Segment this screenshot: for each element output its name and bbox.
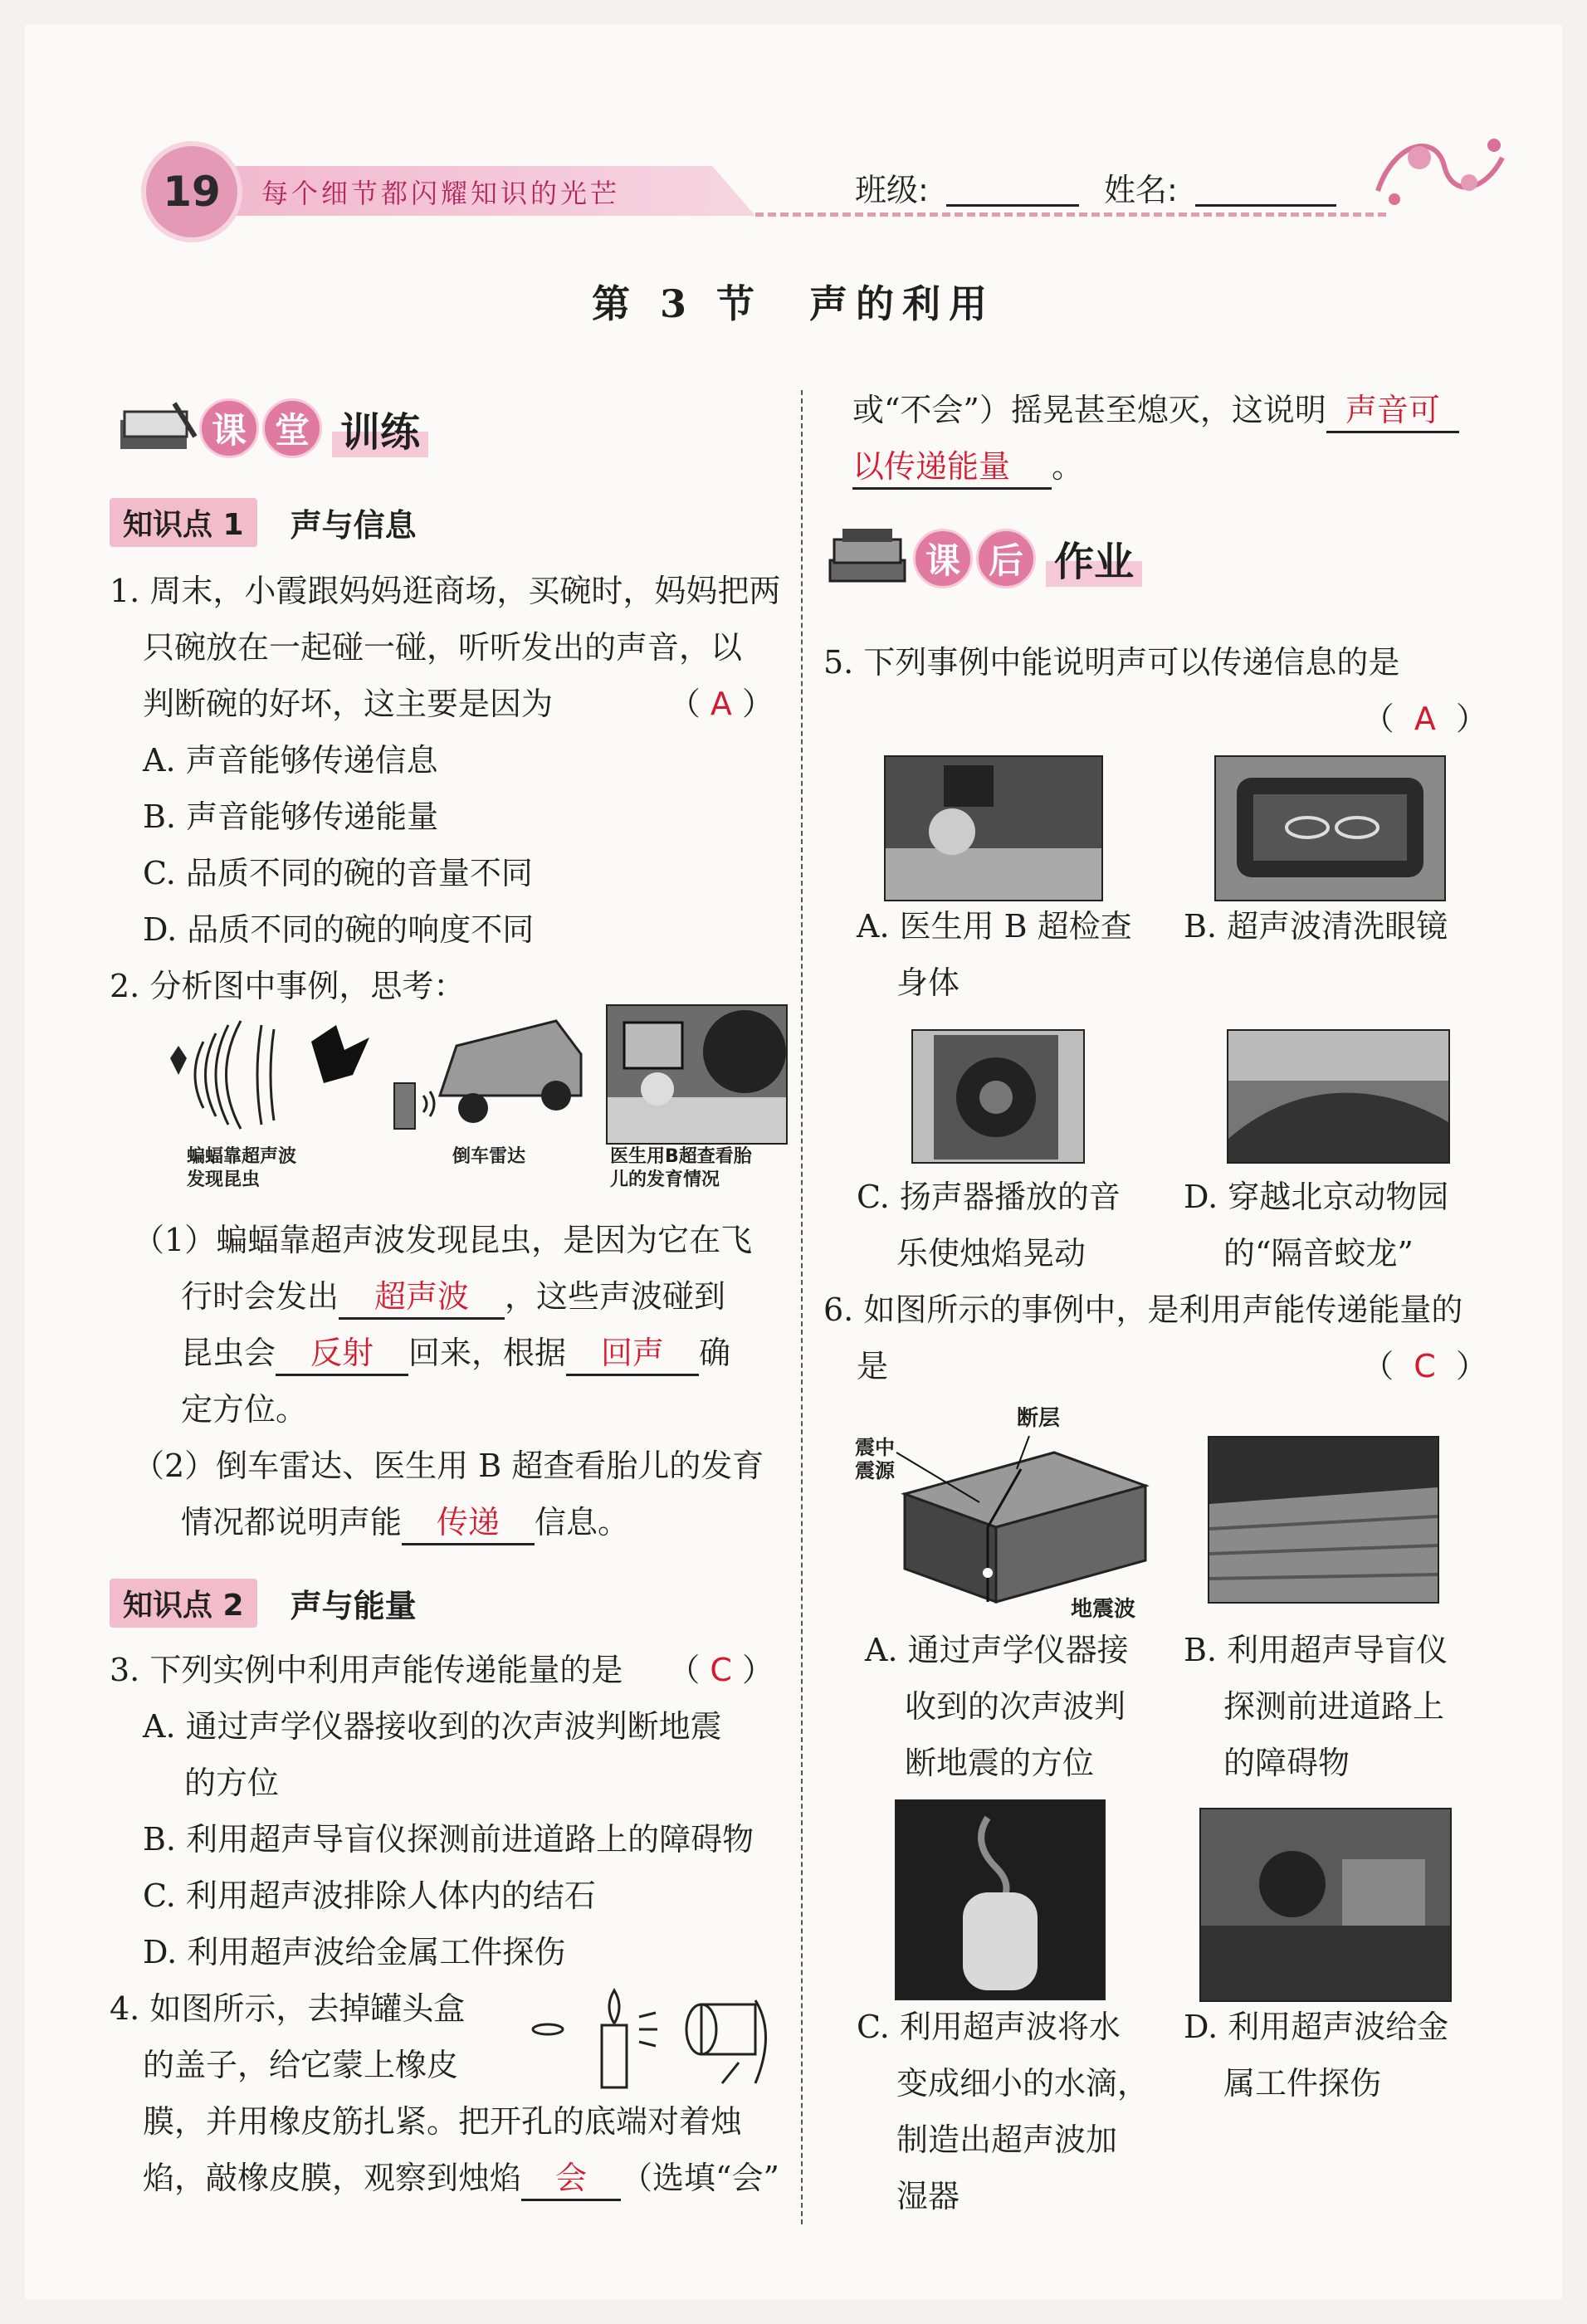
q1-option-d: D. 品质不同的碗的响度不同	[143, 911, 535, 948]
q2-part2-line1: （2）倒车雷达、医生用 B 超查看胎儿的发育	[133, 1448, 764, 1484]
q3-option-c: C. 利用超声波排除人体内的结石	[143, 1877, 596, 1914]
q2-answer-echo: 回声	[566, 1332, 699, 1376]
q2-stem: 2. 分析图中事例，思考：	[110, 968, 466, 1004]
q3-stem: 3. 下列实例中利用声能传递能量的是 （ C ）	[110, 1642, 774, 1698]
q5-answer-bracket: （ A ）	[1362, 701, 1487, 737]
q4-line-2: 的盖子，给它蒙上橡皮	[143, 2047, 459, 2083]
label-fault: 断层	[1017, 1406, 1061, 1431]
q4-line-6: 以传递能量 。	[852, 438, 1459, 495]
q6-option-d-2: 属工件探伤	[1223, 2065, 1382, 2102]
books-icon	[822, 527, 913, 589]
q2-part1-line1: （1）蝙蝠靠超声波发现昆虫，是因为它在飞	[133, 1222, 753, 1258]
kp2-tag: 知识点 2	[110, 1579, 257, 1628]
notebook-icon	[116, 399, 199, 457]
q6-line-2: 是 （ C ）	[823, 1338, 1487, 1394]
name-field[interactable]	[1195, 168, 1336, 207]
q6-option-a-1: A. 通过声学仪器接	[865, 1632, 1129, 1668]
q1-line-3-text: 判断碗的好坏，这主要是因为	[143, 686, 554, 722]
homework-bubble-2: 后	[976, 529, 1036, 588]
q5-option-b: B. 超声波清洗眼镜	[1184, 908, 1448, 945]
q5-option-c-cont: 乐使烛焰晃动	[896, 1235, 1086, 1272]
knowledge-point-2	[110, 1579, 417, 1628]
q6-option-d-1: D. 利用超声波给金	[1184, 2009, 1449, 2045]
page-number: 19	[141, 141, 242, 242]
q5-option-a-cont: 身体	[896, 964, 960, 1001]
homework-bubble-1: 课	[913, 529, 973, 588]
q4-line-5: 或“不会”）摇晃甚至熄灭，这说明 声音可	[852, 382, 1459, 438]
question-6	[823, 1282, 1487, 1394]
q5-photo-b-glasses-cleaner	[1214, 755, 1446, 901]
q1-answer-bracket: （ A ）	[668, 686, 774, 722]
question-3	[110, 1642, 774, 1980]
q4-line-1: 4. 如图所示，去掉罐头盒	[110, 1990, 466, 2027]
q2-answer-reflect: 反射	[276, 1332, 408, 1376]
q5-stem: 5. 下列事例中能说明声可以传递信息的是	[823, 644, 1400, 681]
classwork-bubble-1: 课	[199, 398, 259, 458]
bat-ultrasound-figure	[145, 1008, 386, 1133]
q6-option-b-1: B. 利用超声导盲仪	[1184, 1632, 1448, 1668]
q2-part1-line4: 定方位。	[181, 1391, 308, 1428]
q1-option-b: B. 声音能够传递能量	[143, 798, 439, 835]
knowledge-point-1	[110, 498, 417, 547]
q5-photo-c-speaker	[911, 1029, 1085, 1164]
q3-option-d: D. 利用超声波给金属工件探伤	[143, 1934, 566, 1970]
q3-answer-bracket: （ C ）	[668, 1652, 774, 1688]
q6-option-c-4: 湿器	[896, 2178, 960, 2214]
class-label: 班级:	[855, 172, 929, 208]
flourish-icon	[1370, 124, 1511, 216]
q5-photo-d-sound-barrier	[1227, 1029, 1450, 1164]
q6-answer: C	[1414, 1348, 1436, 1384]
classwork-bubble-2: 堂	[262, 398, 322, 458]
q4-answer-will: 会	[521, 2157, 621, 2201]
question-2-parts	[133, 1212, 764, 1550]
column-divider	[801, 390, 803, 2224]
q6-option-c-2: 变成细小的水滴，	[896, 2065, 1150, 2102]
caption-bat: 蝙蝠靠超声波 发现昆虫	[187, 1146, 297, 1190]
homework-heading-text: 作业	[1046, 530, 1142, 587]
header-dashed-line	[755, 212, 1386, 217]
q4-answer-part1: 声音可	[1326, 389, 1459, 433]
q6-option-c-3: 制造出超声波加	[896, 2121, 1118, 2158]
q2-part2-line2: 情况都说明声能 传递 信息。	[133, 1494, 764, 1550]
ultrasound-photo	[606, 1004, 788, 1145]
q1-option-c: C. 品质不同的碗的音量不同	[143, 855, 533, 891]
caption-car-radar: 倒车雷达	[452, 1146, 526, 1167]
q3-option-a-cont: 的方位	[184, 1765, 280, 1801]
q4-answer-part2: 以传递能量	[852, 446, 1052, 490]
q2-answer-ultrasound: 超声波	[339, 1276, 505, 1320]
caption-ultrasound: 医生用B超查看胎 儿的发育情况	[610, 1146, 752, 1190]
classwork-heading	[116, 398, 428, 458]
kp2-title: 声与能量	[290, 1588, 417, 1624]
classwork-heading-text: 训练	[332, 400, 428, 457]
class-field[interactable]	[946, 168, 1079, 207]
name-label: 姓名:	[1104, 172, 1178, 208]
q5-option-d: D. 穿越北京动物园	[1184, 1179, 1449, 1215]
q5-photo-a-ultrasound	[884, 755, 1103, 901]
q5-answer: A	[1414, 701, 1436, 737]
earthquake-diagram	[872, 1436, 1154, 1610]
q1-option-a: A. 声音能够传递信息	[143, 742, 438, 779]
q6-answer-bracket: （ C ）	[1362, 1348, 1487, 1384]
homework-heading	[822, 527, 1142, 589]
q6-photo-b-blind-guide	[1208, 1436, 1439, 1604]
candle-drum-figure	[523, 1984, 789, 2092]
q1-line-3	[110, 676, 774, 732]
q6-photo-d-flaw-detection	[1199, 1808, 1452, 2002]
q5-option-c: C. 扬声器播放的音	[857, 1179, 1121, 1215]
q4-line-4: 焰，敲橡皮膜，观察到烛焰 会 （选填“会”	[110, 2150, 779, 2206]
q6-photo-c-humidifier	[895, 1799, 1106, 2000]
label-seismic-wave: 地震波	[1071, 1597, 1136, 1622]
worksheet-page	[25, 25, 1562, 2299]
q2-part1-line2: 行时会发出 超声波 ，这些声波碰到	[133, 1268, 764, 1325]
section-title: 第 3 节 声的利用	[591, 281, 996, 326]
q6-option-b-2: 探测前进道路上	[1223, 1688, 1445, 1725]
label-focus: 震中 震源	[855, 1436, 895, 1482]
q2-answer-transmit: 传递	[402, 1501, 535, 1545]
car-radar-figure	[390, 1004, 589, 1137]
q3-option-b: B. 利用超声导盲仪探测前进道路上的障碍物	[143, 1821, 754, 1858]
q5-option-d-cont: 的“隔音蛟龙”	[1223, 1235, 1414, 1272]
question-5	[823, 634, 1487, 747]
q3-answer: C	[710, 1652, 732, 1688]
kp1-title: 声与信息	[290, 507, 417, 544]
header-motto: 每个细节都闪耀知识的光芒	[261, 178, 621, 209]
q6-option-c-1: C. 利用超声波将水	[857, 2009, 1121, 2045]
q4-line-3: 膜，并用橡皮筋扎紧。把开孔的底端对着烛	[143, 2103, 743, 2140]
q1-line-2: 只碗放在一起碰一碰，听听发出的声音，以	[143, 629, 743, 666]
kp1-tag: 知识点 1	[110, 498, 257, 547]
q1-line-1: 1. 周末，小霞跟妈妈逛商场，买碗时，妈妈把两	[110, 573, 781, 609]
q6-line-1: 6. 如图所示的事例中，是利用声能传递能量的	[823, 1291, 1463, 1328]
q1-answer: A	[710, 686, 732, 722]
question-1	[110, 563, 780, 958]
q3-option-a: A. 通过声学仪器接收到的次声波判断地震	[143, 1708, 722, 1745]
q6-option-a-2: 收到的次声波判	[905, 1688, 1126, 1725]
q5-option-a: A. 医生用 B 超检查	[857, 908, 1132, 945]
q2-part1-line3: 昆虫会 反射 回来，根据 回声 确	[133, 1325, 764, 1381]
question-4-continued	[852, 382, 1459, 495]
q6-option-b-3: 的障碍物	[1223, 1745, 1350, 1781]
q6-option-a-3: 断地震的方位	[905, 1745, 1095, 1781]
